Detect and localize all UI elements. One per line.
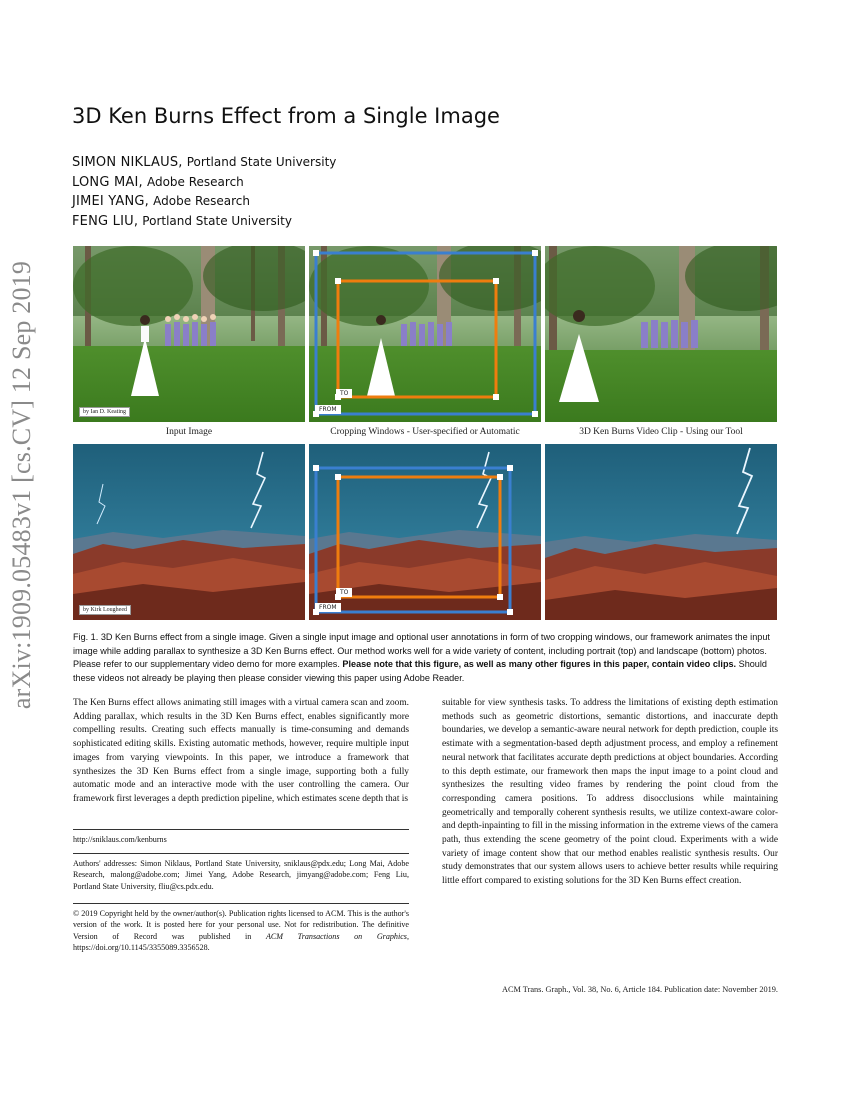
canyon-photo-illustration [73,444,305,620]
author-affiliation: Portland State University [186,155,337,169]
author-line [72,153,336,173]
from-label: FROM [315,603,341,612]
author-addresses: Authors' addresses: Simon Niklaus, Portland State University, sniklaus@pdx.edu; Long Mai, Adobe Research, malong@adobe.com; Jimei Yang, Adobe Research, jimyang@adobe.com; Feng Liu, Portland State University, fliu@cs.pdx.edu. [73,859,409,891]
author-line [72,192,336,212]
author-list [72,153,336,231]
input-image-canyon [73,444,305,620]
arxiv-identifier: arXiv:1909.05483v1 [cs.CV] 12 Sep 2019 [7,260,36,710]
footnote-rule [73,829,409,830]
footnote-rule [73,903,409,904]
arxiv-stamp [2,260,42,710]
canyon-photo-illustration [545,444,777,620]
caption-label: Fig. 1. [73,632,99,642]
figure-caption [73,631,779,685]
author-affiliation: Portland State University [142,213,292,228]
caption-tail: Should these videos not already be playing then please consider viewing this paper using Adobe Reader. [73,659,767,683]
input-image-wedding [73,246,305,422]
abstract-right-column: suitable for view synthesis tasks. To address the limitations of existing depth estimation methods such as geometric distortions, semantic distortions, and inaccurate depth boundaries, we develop a semantic-aware neural network for depth prediction, couple its estimate with a segmentation-based depth adjustment process, and employ a refinement neural network that facilitates accurate depth predictions at object boundaries. According to this depth estimate, our framework then maps the input image to a point cloud and synthesizes the resulting video frames by rendering the point cloud from the corresponding camera positions. To address disocclusions while maintaining geometrically and temporally coherent synthesis results, we utilize context-aware color- and depth-inpainting to fill in the missing information in the extreme views of the camera path, thus extending the scene geometry of the point cloud. Experiments with a wide variety of image content show that our method enables realistic synthesis results. Our study demonstrates that our system allows users to achieve better results while requiring little effort compared to existing solutions for the 3D Ken Burns effect creation. [442,698,778,887]
wedding-photo-illustration [73,246,305,422]
output-clip-canyon [545,444,777,620]
footnote-rule [73,853,409,854]
sublabel-input-image: Input Image [165,427,213,437]
teaser-figure [73,246,778,620]
author-name: JIMEI YANG, [72,194,150,210]
doi-link[interactable]: , https://doi.org/10.1145/3355089.3356528. [73,931,409,952]
photo-credit: by Ian D. Keating [79,407,130,417]
author-line [72,212,336,232]
sublabel-video-clip: 3D Ken Burns Video Clip - Using our Tool [579,427,743,437]
abstract-left-column: The Ken Burns effect allows animating still images with a virtual camera scan and zoom. Adding parallax, which results in the 3D Ken Burns effect, enables significantly more compelling results. Creating such effects manually is time-consuming and demands sophisticated editing skills. Existing automatic methods, however, require multiple input images from varying viewpoints. In this paper, we introduce a framework that synthesizes the 3D Ken Burns effect from a single image, supporting both a fully automatic mode and an interactive mode with the user controlling the camera. Our framework first leverages a depth prediction pipeline, which estimates scene depth that is [73,698,409,804]
copyright-text: © 2019 Copyright held by the owner/author(s). Publication rights licensed to ACM. This is the author's version of the work. It is posted here for your personal use. Not for redistribution. The definitive Version of Record was published in [73,909,409,941]
cropping-windows-canyon [309,444,541,620]
journal-name: ACM Transactions on Graphics [265,931,407,941]
author-name: LONG MAI, [72,174,143,190]
sublabel-cropping-windows: Cropping Windows - User-specified or Automatic [330,427,520,437]
author-name: FENG LIU, [72,213,139,229]
photo-credit: by Kirk Lougheed [79,605,131,615]
caption-bold-note: Please note that this figure, as well as many other figures in this paper, contain video clips. [342,659,737,670]
author-affiliation: Adobe Research [146,174,244,189]
author-affiliation: Adobe Research [153,194,250,209]
caption-text: 3D Ken Burns effect from a single image. Given a single input image and optional user annotations in form of two cropping windows, our framework animates the input image while adding parallax to synthesize a 3D Ken Burns effect. Our method works well for a wide variety of content, including portrait (top) and landscape (bottom) photos. Please refer to our supplementary video demo for more examples. [73,632,770,670]
copyright-notice [73,908,409,953]
paper-title: 3D Ken Burns Effect from a Single Image [72,104,500,128]
author-name: SIMON NIKLAUS, [72,155,183,170]
page-footer: ACM Trans. Graph., Vol. 38, No. 6, Article 184. Publication date: November 2019. [501,985,778,994]
wedding-photo-illustration [545,246,777,422]
cropping-windows-wedding [309,246,541,422]
from-label: FROM [315,405,341,414]
project-url[interactable]: http://sniklaus.com/kenburns [73,835,167,844]
author-line [72,173,336,193]
to-label: TO [336,588,352,597]
to-label: TO [336,389,352,398]
output-clip-wedding [545,246,777,422]
